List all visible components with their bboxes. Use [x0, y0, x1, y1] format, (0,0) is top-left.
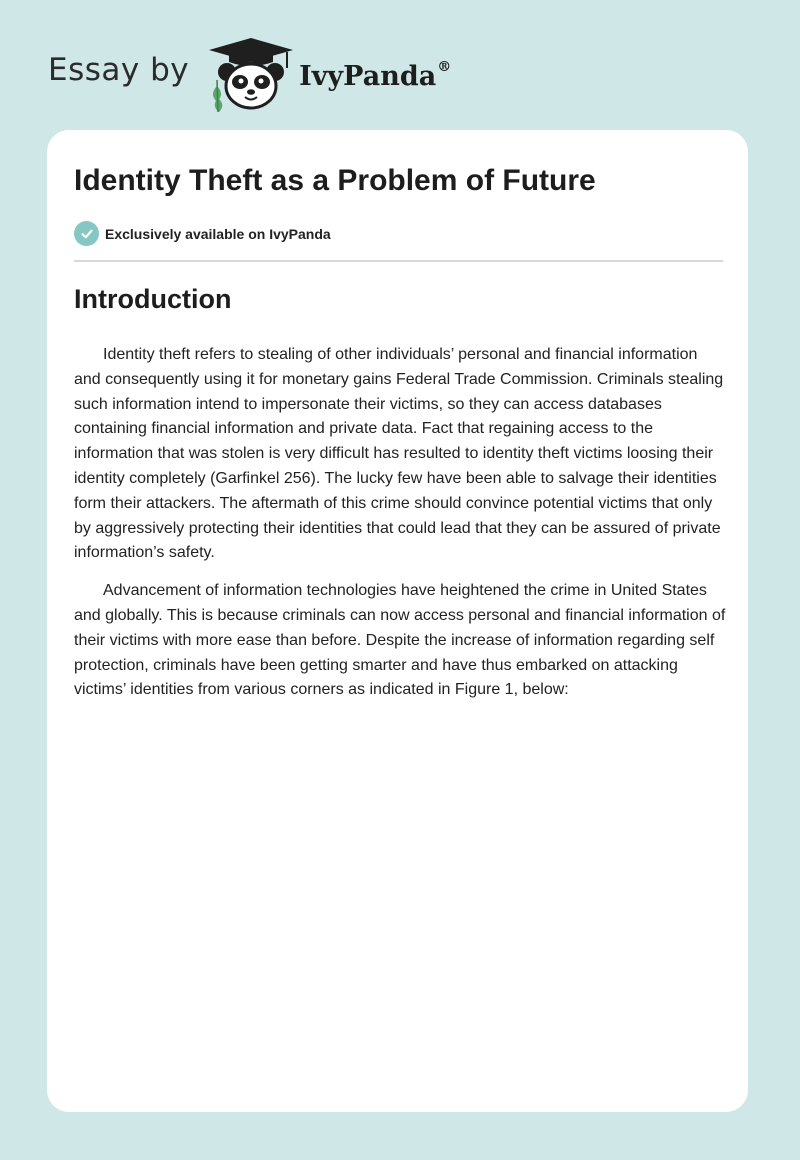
brand-name[interactable] — [299, 59, 451, 92]
section-heading: Introduction — [74, 284, 232, 314]
badge-label: Exclusively available on IvyPanda — [105, 225, 331, 242]
paragraph: Identity theft refers to stealing of other individuals’ personal and financial information and consequently using it for monetary gains Federal Trade Commission. Criminals stealing such information intend to impersonate their victims, so they can access databases containing financial information and private data. Fact that regaining access to the information that was stolen is very difficult has resulted to identity theft victims loosing their identity completely (Garfinkel 256). The lucky few have been able to salvage their identities form their attackers. The aftermath of this crime should convince potential victims that only by aggressively protecting their identities that could lead that they can be assured of private information’s safety. — [74, 346, 724, 562]
brand-name-text: IvyPanda — [299, 60, 437, 92]
title-divider — [74, 260, 723, 262]
section-body — [74, 343, 726, 716]
exclusive-badge — [74, 221, 331, 246]
check-circle-icon — [74, 221, 99, 246]
page-title: Identity Theft as a Problem of Future — [74, 164, 596, 197]
paragraph: Advancement of information technologies have heightened the crime in United States and globally. This is because criminals can now access personal and financial information of their victims with more ease than before. Despite the increase of information regarding self protection, criminals have been getting smarter and have thus embarked on attacking victims’ identities from various corners as indicated in Figure 1, below: — [74, 582, 726, 699]
essay-by-label: Essay by — [48, 52, 190, 88]
site-header — [48, 34, 451, 114]
essay-card — [47, 130, 748, 1112]
registered-mark: ® — [437, 58, 452, 75]
panda-graduate-logo-icon[interactable] — [207, 36, 295, 112]
